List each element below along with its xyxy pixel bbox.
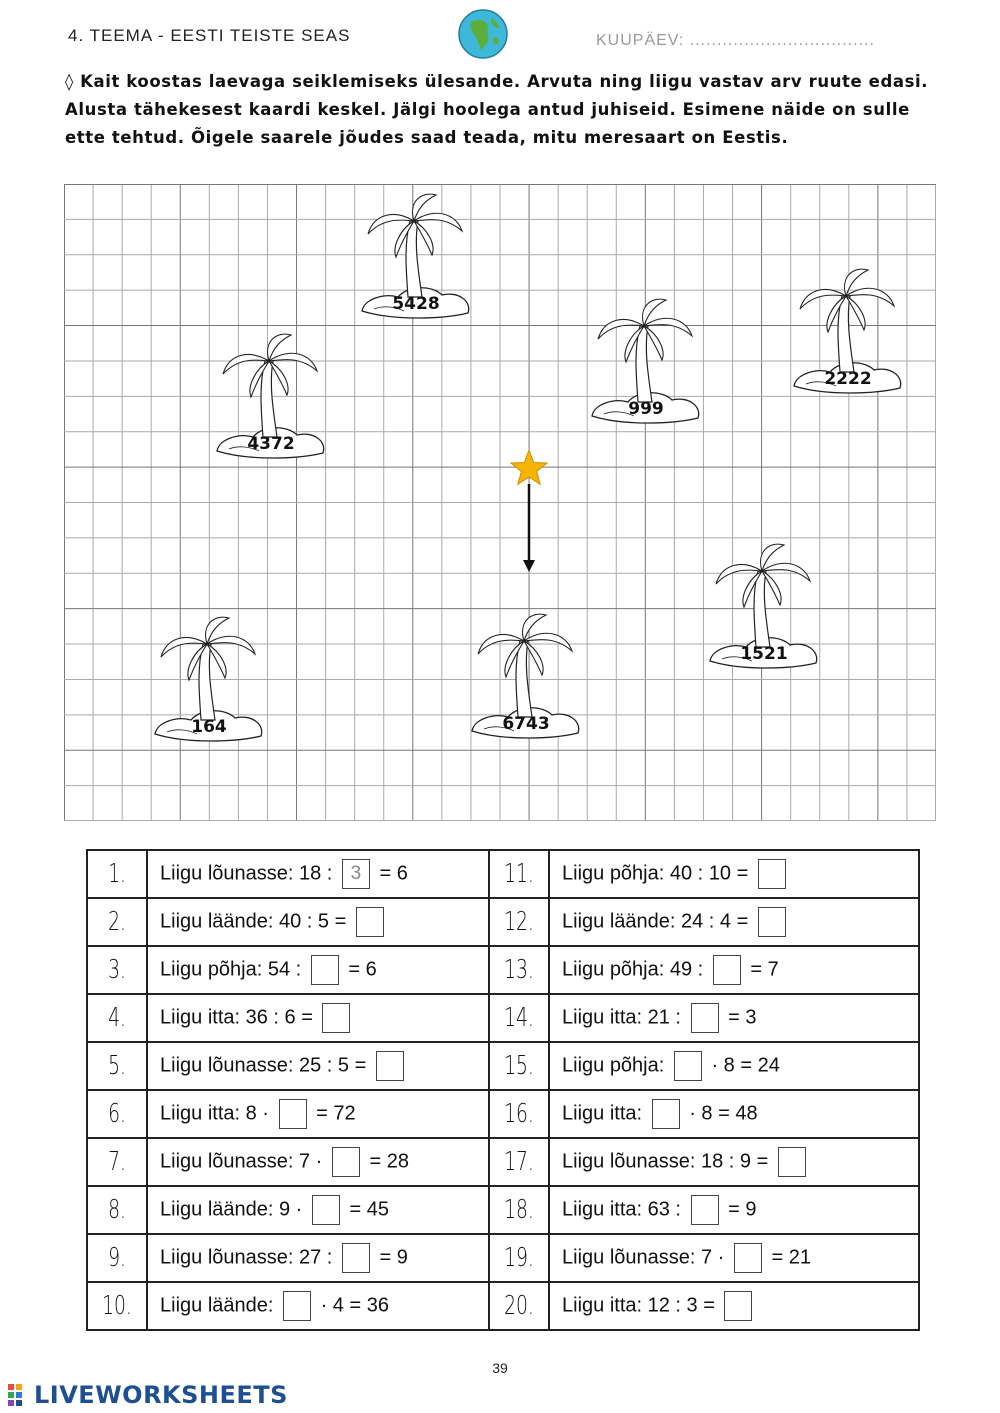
answer-box[interactable] (734, 1243, 762, 1273)
task-expression-start: Liigu itta: (562, 1102, 643, 1125)
task-expression-start: Liigu läände: (160, 1294, 274, 1317)
task-number: 20. (497, 1282, 540, 1330)
task-text (147, 1282, 489, 1330)
task-text (147, 898, 489, 946)
task-row (87, 1042, 919, 1090)
island-1521 (710, 544, 817, 668)
answer-box[interactable] (376, 1051, 404, 1081)
island-label: 2222 (824, 369, 872, 389)
answer-box[interactable] (652, 1099, 680, 1129)
task-number: 17. (497, 1138, 540, 1186)
task-row (87, 1090, 919, 1138)
answer-box[interactable] (311, 955, 339, 985)
answer-box[interactable] (342, 1243, 370, 1273)
task-expression-start: Liigu lõunasse: 18 : 9 = (562, 1150, 769, 1173)
island-5428 (362, 194, 469, 318)
task-expression-start: Liigu läände: 24 : 4 = (562, 910, 749, 933)
task-text (147, 850, 489, 898)
task-expression-start: Liigu lõunasse: 25 : 5 = (160, 1054, 367, 1077)
task-expression-start: Liigu itta: 8 · (160, 1102, 269, 1125)
task-text (147, 1042, 489, 1090)
treasure-map (64, 184, 936, 821)
answer-box[interactable] (332, 1147, 360, 1177)
liveworksheets-logo (8, 1383, 288, 1407)
task-text (549, 1186, 919, 1234)
task-text (147, 994, 489, 1042)
task-row (87, 994, 919, 1042)
task-expression-end: = 72 (316, 1102, 356, 1125)
answer-box[interactable] (279, 1099, 307, 1129)
task-row (87, 1282, 919, 1330)
answer-box[interactable] (674, 1051, 702, 1081)
task-expression-start: Liigu läände: 9 · (160, 1198, 303, 1221)
task-number: 19. (497, 1234, 540, 1282)
answer-box[interactable] (283, 1291, 311, 1321)
task-number: 1. (95, 850, 138, 898)
task-text (147, 946, 489, 994)
answer-box[interactable] (356, 907, 384, 937)
island-label: 999 (628, 399, 664, 419)
answer-box[interactable] (691, 1195, 719, 1225)
task-text (549, 1138, 919, 1186)
task-expression-start: Liigu põhja: 54 : (160, 958, 302, 981)
island-label: 164 (191, 717, 227, 737)
task-expression-start: Liigu itta: 63 : (562, 1198, 681, 1221)
globe-icon (457, 8, 509, 60)
task-expression-end: · 8 = 24 (711, 1054, 780, 1077)
task-row (87, 898, 919, 946)
task-text (549, 1234, 919, 1282)
answer-box[interactable] (758, 859, 786, 889)
answer-box[interactable] (713, 955, 741, 985)
task-expression-end: = 3 (728, 1006, 757, 1029)
task-expression-start: Liigu itta: 36 : 6 = (160, 1006, 313, 1029)
task-expression-end: · 8 = 48 (689, 1102, 758, 1125)
task-expression-start: Liigu läände: 40 : 5 = (160, 910, 347, 933)
task-expression-start: Liigu itta: 12 : 3 = (562, 1294, 715, 1317)
task-number: 8. (95, 1186, 138, 1234)
task-number: 13. (497, 946, 540, 994)
island-label: 6743 (502, 714, 550, 734)
answer-box[interactable] (778, 1147, 806, 1177)
task-expression-end: = 9 (728, 1198, 757, 1221)
task-text (549, 898, 919, 946)
task-expression-start: Liigu põhja: 40 : 10 = (562, 862, 749, 885)
island-label: 5428 (392, 294, 440, 314)
answer-box[interactable] (691, 1003, 719, 1033)
task-row (87, 946, 919, 994)
answer-box[interactable]: 3 (342, 859, 370, 889)
task-expression-start: Liigu itta: 21 : (562, 1006, 681, 1029)
task-expression-end: = 28 (369, 1150, 409, 1173)
brand-name: LIVEWORKSHEETS (34, 1381, 288, 1409)
answer-box[interactable] (312, 1195, 340, 1225)
topic-heading: 4. TEEMA - EESTI TEISTE SEAS (68, 26, 351, 45)
task-text (549, 1282, 919, 1330)
task-number: 9. (95, 1234, 138, 1282)
task-table (86, 849, 920, 1331)
task-expression-end: = 6 (379, 862, 408, 885)
task-number: 11. (497, 850, 540, 898)
task-text (549, 850, 919, 898)
task-expression-start: Liigu lõunasse: 7 · (160, 1150, 323, 1173)
task-expression-end: = 9 (379, 1246, 408, 1269)
task-text (549, 1042, 919, 1090)
task-number: 16. (497, 1090, 540, 1138)
island-label: 1521 (740, 644, 788, 664)
task-text (147, 1234, 489, 1282)
answer-box[interactable] (758, 907, 786, 937)
island-2222 (794, 269, 901, 393)
answer-box[interactable] (322, 1003, 350, 1033)
task-number: 5. (95, 1042, 138, 1090)
task-expression-start: Liigu lõunasse: 27 : (160, 1246, 333, 1269)
task-text (147, 1138, 489, 1186)
task-number: 12. (497, 898, 540, 946)
task-row (87, 1234, 919, 1282)
page-number: 39 (492, 1360, 508, 1376)
date-field-label: KUUPÄEV: .................................. (596, 32, 875, 49)
task-row (87, 1138, 919, 1186)
task-expression-end: = 6 (348, 958, 377, 981)
task-number: 7. (95, 1138, 138, 1186)
instructions-text: ◊ Kait koostas laevaga seiklemiseks ülesande. Arvuta ning liigu vastav arv ruute edasi. Alusta tähekesest kaardi keskel. Jälgi hoolega antud juhiseid. Esimene näide on sulle ette tehtud. Õigele saarele jõudes saad teada, mitu meresaart on Eestis. (65, 72, 929, 147)
task-expression-start: Liigu põhja: (562, 1054, 665, 1077)
task-number: 10. (95, 1282, 138, 1330)
answer-box[interactable] (724, 1291, 752, 1321)
task-expression-start: Liigu põhja: 49 : (562, 958, 704, 981)
task-expression-end: · 4 = 36 (320, 1294, 389, 1317)
start-star-icon (511, 450, 547, 572)
task-row (87, 850, 919, 898)
island-6743 (472, 614, 579, 738)
task-expression-start: Liigu lõunasse: 18 : (160, 862, 333, 885)
task-text (147, 1186, 489, 1234)
task-text (549, 946, 919, 994)
island-label: 4372 (247, 434, 295, 454)
task-expression-end: = 7 (750, 958, 779, 981)
task-text (549, 1090, 919, 1138)
logo-grid-icon (8, 1384, 30, 1406)
task-expression-start: Liigu lõunasse: 7 · (562, 1246, 725, 1269)
task-number: 14. (497, 994, 540, 1042)
task-expression-end: = 21 (771, 1246, 811, 1269)
task-number: 3. (95, 946, 138, 994)
task-number: 2. (95, 898, 138, 946)
task-text (147, 1090, 489, 1138)
task-number: 6. (95, 1090, 138, 1138)
task-text (549, 994, 919, 1042)
task-number: 18. (497, 1186, 540, 1234)
task-number: 15. (497, 1042, 540, 1090)
task-expression-end: = 45 (349, 1198, 389, 1221)
task-row (87, 1186, 919, 1234)
task-number: 4. (95, 994, 138, 1042)
